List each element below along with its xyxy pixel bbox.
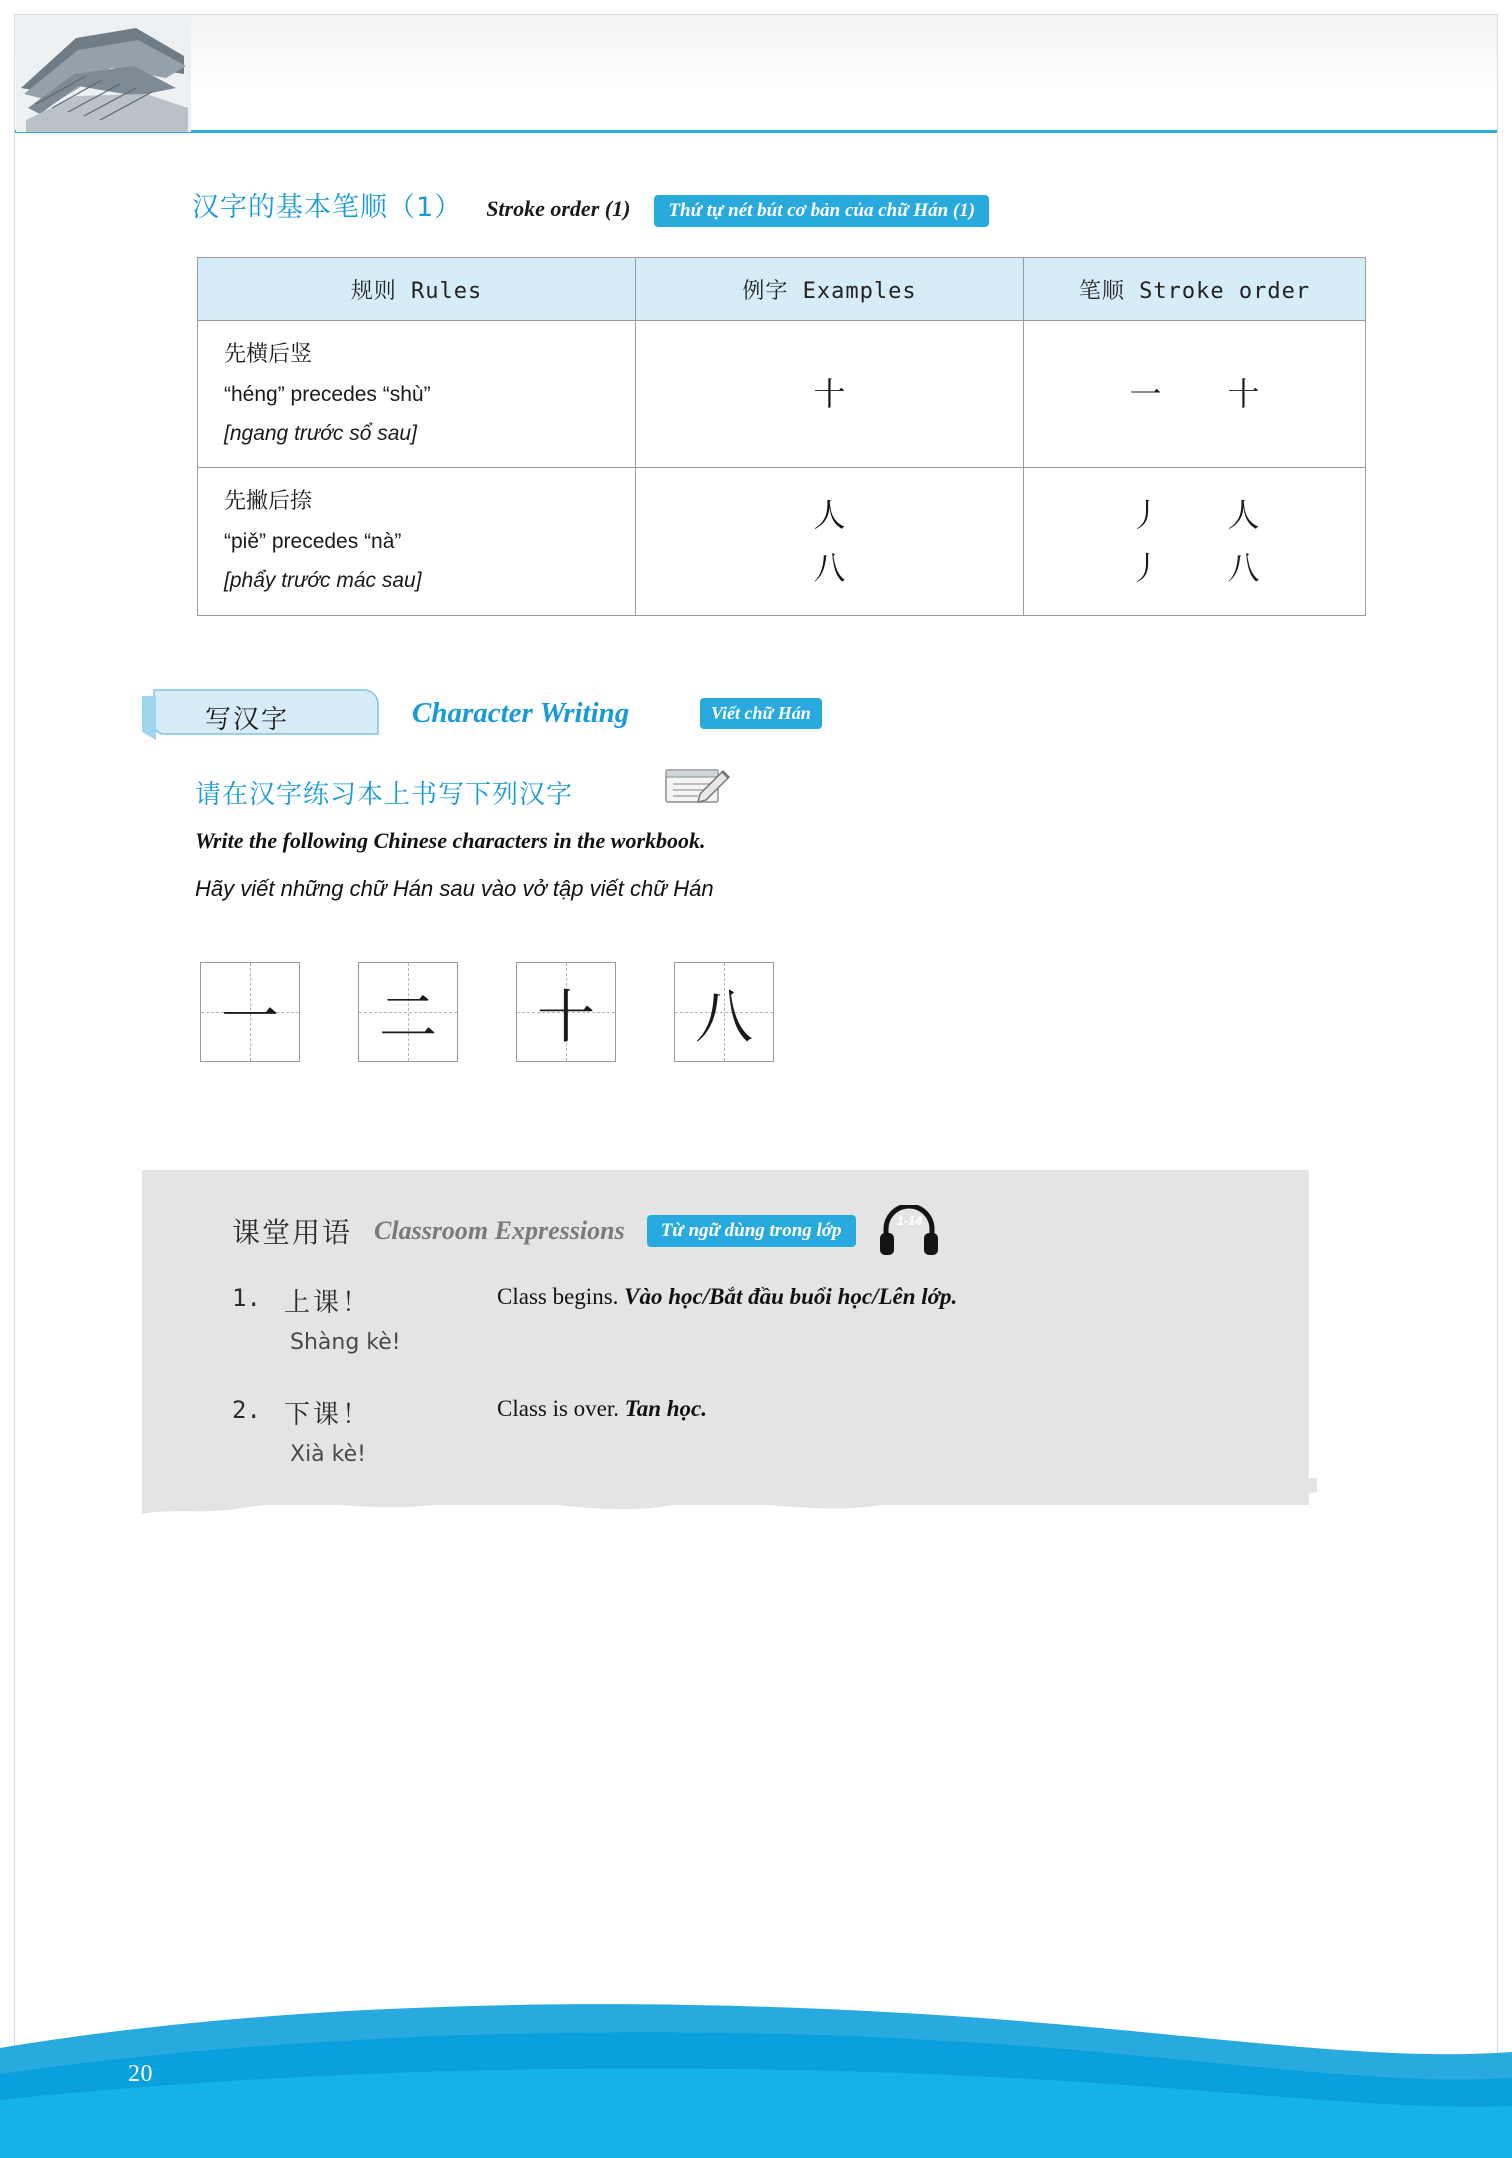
item-translation — [497, 1284, 957, 1310]
classroom-expressions-title-cn: 课堂用语 — [232, 1216, 353, 1249]
classroom-expressions-list — [232, 1282, 1252, 1506]
column-header-stroke-order: 笔顺 Stroke order — [1024, 258, 1366, 321]
practice-grid-box — [200, 962, 300, 1062]
rule-cell — [198, 321, 636, 468]
headphones-icon — [878, 1205, 940, 1257]
audio-track-number: 1-14 — [896, 1213, 923, 1228]
rule-text-cn: 先撇后捺 — [224, 489, 313, 515]
item-english: Class begins. — [497, 1284, 619, 1309]
character-writing-title-en: Character Writing — [412, 697, 630, 729]
practice-character: 十 — [536, 983, 595, 1051]
character-writing-title-vn: Viết chữ Hán — [700, 698, 822, 729]
character-writing-title-vn-wrap — [700, 698, 822, 729]
writing-instruction-en: Write the following Chinese characters in the workbook. — [195, 828, 706, 853]
rule-text-en: “héng” precedes “shù” — [224, 382, 431, 406]
stroke-order-cell — [1024, 321, 1366, 468]
table-row — [198, 468, 1366, 615]
item-number: 2. — [232, 1396, 261, 1424]
practice-character: 二 — [378, 983, 437, 1051]
practice-character: 八 — [694, 983, 753, 1051]
item-number: 1. — [232, 1284, 261, 1312]
stroke-order-title-cn: 汉字的基本笔顺（1） — [192, 192, 463, 223]
page-header — [15, 15, 1497, 133]
rule-text-vn: [phẩy trước mác sau] — [224, 568, 422, 592]
rule-cell — [198, 468, 636, 615]
list-item — [232, 1282, 1252, 1370]
rule-text-vn: [ngang trước sổ sau] — [224, 421, 417, 445]
stroke-order-title-row — [192, 185, 989, 227]
stroke-step: 丿 — [1129, 548, 1162, 587]
rule-text-cn: 先横后竖 — [224, 342, 313, 367]
example-character: 十 — [813, 374, 846, 413]
writing-instruction-vn: Hãy viết những chữ Hán sau vào vở tập viết chữ Hán — [195, 876, 714, 901]
writing-instruction-cn: 请在汉字练习本上书写下列汉字 — [195, 780, 574, 810]
stroke-sequence — [1024, 489, 1365, 542]
stroke-step: 十 — [1227, 374, 1260, 413]
item-hanzi: 上课！ — [284, 1288, 372, 1318]
character-writing-tab-label: 写汉字 — [205, 705, 290, 735]
stroke-sequence — [1024, 368, 1365, 421]
stroke-order-table — [197, 257, 1366, 616]
item-pinyin: Xià kè! — [290, 1442, 366, 1467]
list-item — [232, 1394, 1252, 1482]
classroom-expressions-title-vn: Từ ngữ dùng trong lớp — [647, 1215, 856, 1247]
classroom-expressions-title-vn-wrap — [647, 1215, 856, 1247]
item-english: Class is over. — [497, 1396, 620, 1421]
stroke-step: 丿 — [1129, 495, 1162, 534]
table-header-row — [198, 258, 1366, 321]
item-translation — [497, 1396, 707, 1422]
example-cell — [636, 468, 1024, 615]
page-number: 20 — [128, 2061, 153, 2087]
stroke-sequence — [1024, 542, 1365, 595]
practice-grid-box — [516, 962, 616, 1062]
stroke-step: 人 — [1227, 495, 1260, 534]
item-vietnamese: Vào học/Bắt đầu buổi học/Lên lớp. — [624, 1284, 958, 1309]
item-pinyin: Shàng kè! — [290, 1330, 401, 1355]
chinese-roof-photo-icon — [16, 16, 191, 132]
practice-character: 一 — [220, 983, 279, 1051]
stroke-order-title-vn: Thứ tự nét bút cơ bản của chữ Hán (1) — [654, 195, 989, 227]
rule-text-en: “piě” precedes “nà” — [224, 530, 402, 554]
column-header-examples: 例字 Examples — [636, 258, 1024, 321]
item-hanzi: 下课！ — [284, 1400, 372, 1430]
notebook-pencil-icon — [660, 760, 732, 808]
column-header-rules: 规则 Rules — [198, 258, 636, 321]
stroke-step: 八 — [1227, 548, 1260, 587]
footer-wave-decoration — [0, 1988, 1512, 2158]
example-character: 人 — [813, 495, 846, 534]
stroke-order-title-en: Stroke order (1) — [486, 196, 631, 221]
stroke-order-cell — [1024, 468, 1366, 615]
practice-grid-box — [358, 962, 458, 1062]
example-character: 八 — [813, 548, 846, 587]
example-cell — [636, 321, 1024, 468]
stroke-step: 一 — [1129, 374, 1162, 413]
table-row — [198, 321, 1366, 468]
classroom-expressions-title-en: Classroom Expressions — [374, 1216, 625, 1245]
classroom-expressions-header — [232, 1205, 940, 1257]
practice-grid-box — [674, 962, 774, 1062]
practice-grid-row — [200, 962, 774, 1062]
item-vietnamese: Tan học. — [624, 1396, 708, 1421]
